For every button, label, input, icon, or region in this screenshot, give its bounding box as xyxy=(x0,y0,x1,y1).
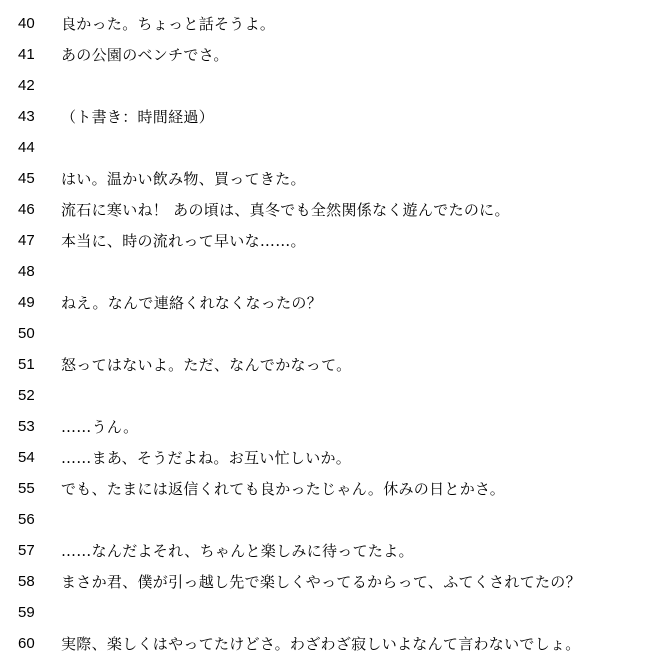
script-line xyxy=(0,194,670,225)
line-number: 40 xyxy=(18,15,35,32)
line-text: ……うん。 xyxy=(61,418,139,436)
line-number: 51 xyxy=(18,356,35,373)
line-number: 57 xyxy=(18,542,35,559)
line-number: 43 xyxy=(18,108,35,125)
script-line xyxy=(0,628,670,659)
line-number: 52 xyxy=(18,387,35,404)
line-text: まさか君、僕が引っ越し先で楽しくやってるからって、ふてくされてたの？ xyxy=(61,573,581,591)
line-number: 50 xyxy=(18,325,35,342)
line-number: 45 xyxy=(18,170,35,187)
line-text: （ト書き：時間経過） xyxy=(61,108,215,126)
line-text: はい。温かい飲み物、買ってきた。 xyxy=(61,170,306,188)
line-number: 55 xyxy=(18,480,35,497)
script-line xyxy=(0,597,670,628)
script-line xyxy=(0,504,670,535)
line-number: 59 xyxy=(18,604,35,621)
line-number: 53 xyxy=(18,418,35,435)
script-line xyxy=(0,163,670,194)
script-line xyxy=(0,349,670,380)
script-line xyxy=(0,442,670,473)
line-number: 54 xyxy=(18,449,35,466)
script-line xyxy=(0,411,670,442)
script-line xyxy=(0,39,670,70)
line-number: 49 xyxy=(18,294,35,311)
script-line xyxy=(0,566,670,597)
line-text: 流石に寒いね！ あの頃は、真冬でも全然関係なく遊んでたのに。 xyxy=(61,201,510,219)
script-line xyxy=(0,473,670,504)
line-text: ……なんだよそれ、ちゃんと楽しみに待ってたよ。 xyxy=(61,542,414,560)
line-text: 実際、楽しくはやってたけどさ。わざわざ寂しいよなんて言わないでしょ。 xyxy=(61,635,581,653)
script-line xyxy=(0,318,670,349)
script-line xyxy=(0,70,670,101)
line-text: ……まあ、そうだよね。お互い忙しいか。 xyxy=(61,449,352,467)
script-document xyxy=(0,8,670,659)
line-text: 怒ってはないよ。ただ、なんでかなって。 xyxy=(61,356,352,374)
line-number: 58 xyxy=(18,573,35,590)
line-number: 60 xyxy=(18,635,35,652)
script-line xyxy=(0,256,670,287)
line-number: 48 xyxy=(18,263,35,280)
script-line xyxy=(0,225,670,256)
script-line xyxy=(0,380,670,411)
line-text: ねえ。なんで連絡くれなくなったの？ xyxy=(61,294,323,312)
script-line xyxy=(0,535,670,566)
line-text: 良かった。ちょっと話そうよ。 xyxy=(61,15,276,33)
line-text: でも、たまには返信くれても良かったじゃん。休みの日とかさ。 xyxy=(61,480,506,498)
line-number: 47 xyxy=(18,232,35,249)
script-line xyxy=(0,101,670,132)
script-line xyxy=(0,287,670,318)
line-number: 44 xyxy=(18,139,35,156)
line-number: 42 xyxy=(18,77,35,94)
line-text: 本当に、時の流れって早いな……。 xyxy=(61,232,306,250)
script-line xyxy=(0,132,670,163)
script-line xyxy=(0,8,670,39)
line-text: あの公園のベンチでさ。 xyxy=(61,46,229,64)
line-number: 56 xyxy=(18,511,35,528)
line-number: 46 xyxy=(18,201,35,218)
line-number: 41 xyxy=(18,46,35,63)
